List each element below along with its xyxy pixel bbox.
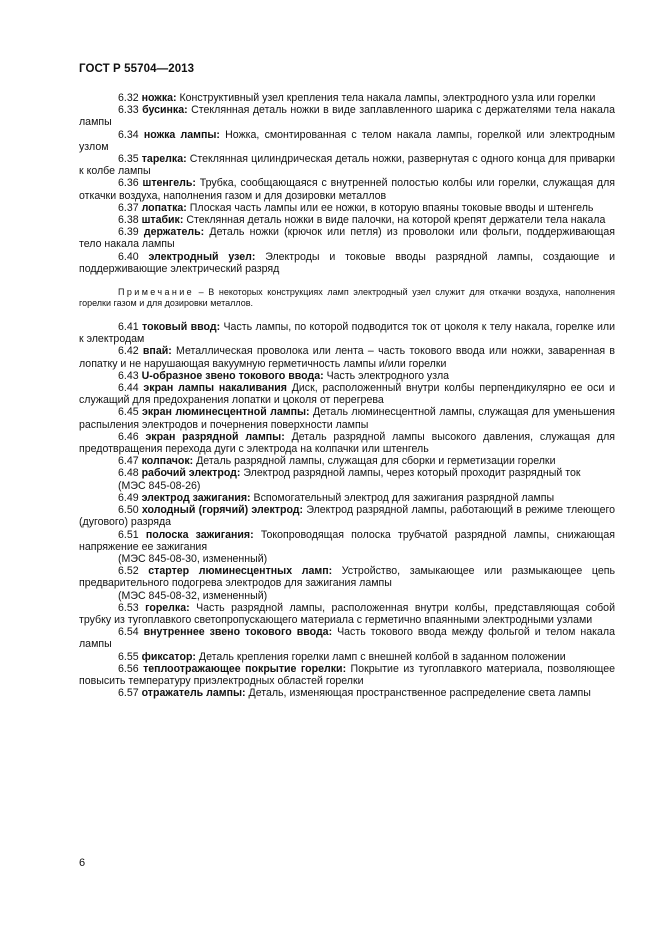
definition-number: 6.56 <box>118 662 139 675</box>
definition-text: Металлическая проволока или лента – часть токового ввода или ножки, заваренная в лопатку и не нарушающая вакуумную герметичность лампы и/или горелки <box>79 345 615 370</box>
definition-number: 6.55 <box>118 650 139 663</box>
definition-term: токовый ввод: <box>142 321 221 334</box>
definition-term: экран люминесцентной лампы: <box>142 406 310 419</box>
definition-number: 6.42 <box>118 345 139 358</box>
definition-text: Деталь, изменяющая пространственное распределение света лампы <box>245 687 591 700</box>
definition-reference: (МЭС 845-08-26) <box>118 479 201 492</box>
definitions-list-b <box>79 321 615 699</box>
definition-number: 6.46 <box>118 430 139 443</box>
definition-term: фиксатор: <box>141 650 196 663</box>
definition-text: Покрытие из тугоплавкого материала, позволяющее повысить температуру приэлектродных областей горелки <box>79 662 615 687</box>
definition-term: штенгель: <box>142 177 196 190</box>
definition-term: теплоотражающее покрытие горелки: <box>143 662 347 675</box>
definition-number: 6.44 <box>118 382 139 395</box>
definition-number: 6.53 <box>118 601 139 614</box>
definition-text: Плоская часть лампы или ее ножки, в которую впаяны токовые вводы и штенгель <box>186 201 594 214</box>
definition-number: 6.51 <box>118 528 139 541</box>
definition-term: экран лампы накаливания <box>143 382 287 395</box>
definition-reference: (МЭС 845-08-32, измененный) <box>118 589 268 602</box>
definition-text: Часть разрядной лампы, расположенная внутри колбы, представляющая собой трубку из тугоплавкого светопропускающего материала с герметично впаянными электродными узлами <box>79 601 615 626</box>
definitions-list-a <box>79 92 615 275</box>
definition-text: Вспомогательный электрод для зажигания разрядной лампы <box>250 491 555 504</box>
definition-item <box>79 104 615 128</box>
definition-text: Стеклянная деталь ножки в виде палочки, на которой крепят держатели тела накала <box>183 214 606 227</box>
definition-number: 6.38 <box>118 214 139 227</box>
definition-reference: (МЭС 845-08-30, измененный) <box>118 552 268 565</box>
definition-term: стартер люминесцентных ламп: <box>148 565 333 578</box>
definition-text: Устройство, замыкающее или размыкающее цепь предварительного подогрева электродов для зажигания лампы <box>79 565 615 590</box>
definition-term: штабик: <box>141 214 184 227</box>
definition-term: ножка: <box>141 92 177 104</box>
definition-text: Стеклянная цилиндрическая деталь ножки, развернутая с одного конца для приварки к колбе лампы <box>79 153 615 178</box>
definition-term: полоска зажигания: <box>145 528 254 541</box>
definition-number: 6.37 <box>118 201 139 214</box>
definition-item <box>79 565 615 589</box>
definition-item <box>79 687 615 699</box>
definition-item <box>79 406 615 430</box>
definition-text: Деталь разрядной лампы высокого давления, служащая для предотвращения перехода дуги с электрода на колпачки или штенгель <box>79 430 615 456</box>
definition-number: 6.35 <box>118 153 139 166</box>
definition-item <box>79 626 615 650</box>
definition-number: 6.49 <box>118 491 139 504</box>
definition-term: электрод зажигания: <box>141 491 251 504</box>
definition-item <box>79 129 615 153</box>
definition-item <box>79 177 615 201</box>
definition-text: Электрод разрядной лампы, через который проходит разрядный ток <box>240 467 581 480</box>
definition-number: 6.48 <box>118 467 139 480</box>
definition-text: Токопроводящая полоска трубчатой разрядной лампы, снижающая напряжение ее зажигания <box>79 528 615 553</box>
definition-item <box>79 321 615 345</box>
definition-item <box>79 663 615 687</box>
definition-item <box>79 431 615 455</box>
definition-item <box>79 467 615 479</box>
definition-number: 6.45 <box>118 406 139 419</box>
definition-term: впай: <box>142 345 172 358</box>
definition-term: колпачок: <box>141 455 194 468</box>
definition-number: 6.39 <box>118 226 139 239</box>
definition-text: Трубка, сообщающаяся с внутренней полостью колбы или горелки, служащая для откачки воздуха, наполнения газом и для дозировки металлов <box>79 177 616 202</box>
definition-number: 6.40 <box>118 250 139 263</box>
definition-item <box>79 202 615 214</box>
definition-item <box>79 492 615 504</box>
page-number: 6 <box>79 857 86 869</box>
definition-term: U-образное звено токового ввода: <box>141 369 324 382</box>
definition-item <box>79 153 615 177</box>
definition-text: Деталь крепления горелки ламп с внешней колбой в заданном положении <box>195 650 566 663</box>
definition-item <box>79 370 615 382</box>
definition-term: внутреннее звено токового ввода: <box>143 626 333 639</box>
definition-number: 6.57 <box>118 687 139 700</box>
definition-number: 6.43 <box>118 369 139 382</box>
definition-number: 6.36 <box>118 177 139 190</box>
definition-term: лопатка: <box>141 201 187 214</box>
definition-term: держатель: <box>143 226 205 239</box>
definition-term: бусинка: <box>142 104 188 117</box>
definition-text: Деталь разрядной лампы, служащая для сборки и герметизации горелки <box>193 455 556 468</box>
definition-number: 6.52 <box>118 565 139 578</box>
definition-number: 6.47 <box>118 455 139 468</box>
definition-number: 6.50 <box>118 504 139 517</box>
definition-text: Электроды и токовые вводы разрядной лампы, создающие и поддерживающие электрический разряд <box>79 250 616 275</box>
definition-term: экран разрядной лампы: <box>145 430 285 443</box>
definition-number: 6.41 <box>118 321 139 334</box>
definition-item <box>79 651 615 663</box>
definition-term: тарелка: <box>141 153 187 166</box>
definition-term: ножка лампы: <box>143 128 220 141</box>
definition-term: горелка: <box>145 601 190 614</box>
definition-item <box>79 529 615 553</box>
definition-item <box>79 345 615 369</box>
definition-text: Конструктивный узел крепления тела накала лампы, электродного узла или горелки <box>176 92 596 104</box>
definition-text: Ножка, смонтированная с телом накала лампы, горелкой или электродным узлом <box>79 128 616 153</box>
note-text: – В некоторых конструкциях ламп электродный узел служит для откачки воздуха, наполнения горелки газом и для дозировки металлов. <box>79 287 615 309</box>
definition-item <box>79 602 615 626</box>
definition-item <box>79 382 615 406</box>
document-header: ГОСТ Р 55704—2013 <box>79 63 195 75</box>
definition-text: Часть электродного узла <box>323 369 450 382</box>
definition-number: 6.54 <box>118 626 139 639</box>
definition-text: Часть лампы, по которой подводится ток от цоколя к телу накала, горелке или к электродам <box>79 321 616 346</box>
definition-text: Диск, расположенный внутри колбы перпендикулярно ее оси и служащий для предохранения лопатки и цоколя от перегрева <box>79 382 615 407</box>
definition-item <box>79 251 615 275</box>
note-lead: Примечание <box>118 287 195 298</box>
document-body <box>79 92 615 699</box>
definition-item <box>79 214 615 226</box>
definition-number: 6.34 <box>118 128 139 141</box>
definition-text: Электрод разрядной лампы, работающий в режиме тлеющего (дугового) разряда <box>79 504 615 529</box>
definition-term: электродный узел: <box>148 250 256 263</box>
definition-item <box>79 455 615 467</box>
definition-text: Деталь люминесцентной лампы, служащая для уменьшения распыления электродов и почернения поверхности лампы <box>79 406 616 431</box>
definition-item <box>79 226 615 250</box>
definition-term: холодный (горячий) электрод: <box>141 504 304 517</box>
definition-text: Деталь ножки (крючок или петля) из проволоки или фольги, поддерживающая тело накала лампы <box>79 226 615 251</box>
definition-term: рабочий электрод: <box>141 467 241 480</box>
definition-number: 6.32 <box>118 92 139 104</box>
definition-item <box>79 504 615 528</box>
definition-item <box>79 92 615 104</box>
definition-text: Часть токового ввода между фольгой и телом накала лампы <box>79 626 615 651</box>
definition-text: Стеклянная деталь ножки в виде заплавленного шарика с держателями тела накала лампы <box>79 104 615 129</box>
definition-number: 6.33 <box>118 104 139 117</box>
note <box>79 287 615 309</box>
definition-term: отражатель лампы: <box>141 687 246 700</box>
